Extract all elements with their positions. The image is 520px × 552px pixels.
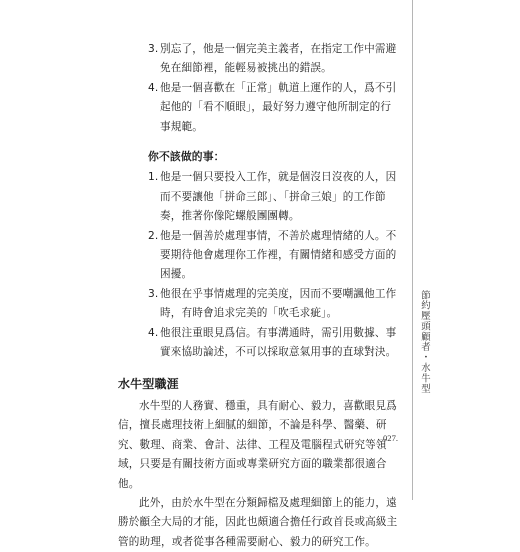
margin-rule [412,0,413,500]
list-dont [148,168,400,362]
paragraph: 水牛型的人務實、穩重，具有耐心、毅力，喜歡眼見爲信，擅長處理技術上細膩的細節，不論是科學、醫藥、研究、數理、商業、會計、法律、工程及電腦程式研究等領域，只要是有關技術方面或專業研究方面的職業都很適合他。 [118,399,397,490]
list-item [148,285,400,324]
list-number: 3. [148,43,159,55]
dont-heading: 你不該做的事： [148,150,225,164]
section-heading: 水牛型職涯 [118,376,179,391]
list-text: 別忘了，他是一個完美主義者，在指定工作中需避免在細節裡，能輕易被挑出的錯誤。 [160,43,397,75]
list-number: 2. [148,229,159,242]
list-number: 4. [148,326,159,339]
page-number: 027. [383,433,399,443]
list-text: 他是一個善於處理事情，不善於處理情緒的人。不要期待他會處理你工作裡，有關情緒和感受方面的困擾。 [160,229,397,281]
list-item [148,324,400,363]
list-item [148,79,400,137]
list-number: 3. [148,287,159,300]
list-text: 他很在乎事情處理的完美度，因而不要嘲諷他工作時，有時會追求完美的「吹毛求疵」。 [160,287,397,320]
list-text: 他是一個只要投入工作，就是個沒日沒夜的人，因而不要讓他「拼命三郎」、「拼命三娘」的工作節奏，推著你像陀螺般團團轉。 [160,171,397,223]
running-head: 節約壓頭顧者・水牛型 [419,290,430,394]
paragraph: 此外，由於水牛型在分類歸檔及處理細節上的能力，遠勝於顧全大局的才能，因此也頗適合擔任行政首長或高級主管的助理，或者從事各種需要耐心、毅力的研究工作。 [118,496,398,548]
list-item [148,168,400,226]
list-number: 1. [148,171,159,184]
list-text: 他是一個喜歡在「正常」軌道上運作的人，爲不引起他的「看不順眼」，最好努力遵守他所制定的行事規範。 [160,81,397,133]
list-item [148,227,400,285]
section-body [118,397,400,552]
list-item [148,40,400,79]
list-text: 他很注重眼見爲信。有事溝通時，需引用數據、事實來協助論述，不可以採取意氣用事的直球對決。 [160,326,397,359]
page-body [118,40,400,552]
list-number: 4. [148,81,159,94]
list-continued [148,40,400,137]
